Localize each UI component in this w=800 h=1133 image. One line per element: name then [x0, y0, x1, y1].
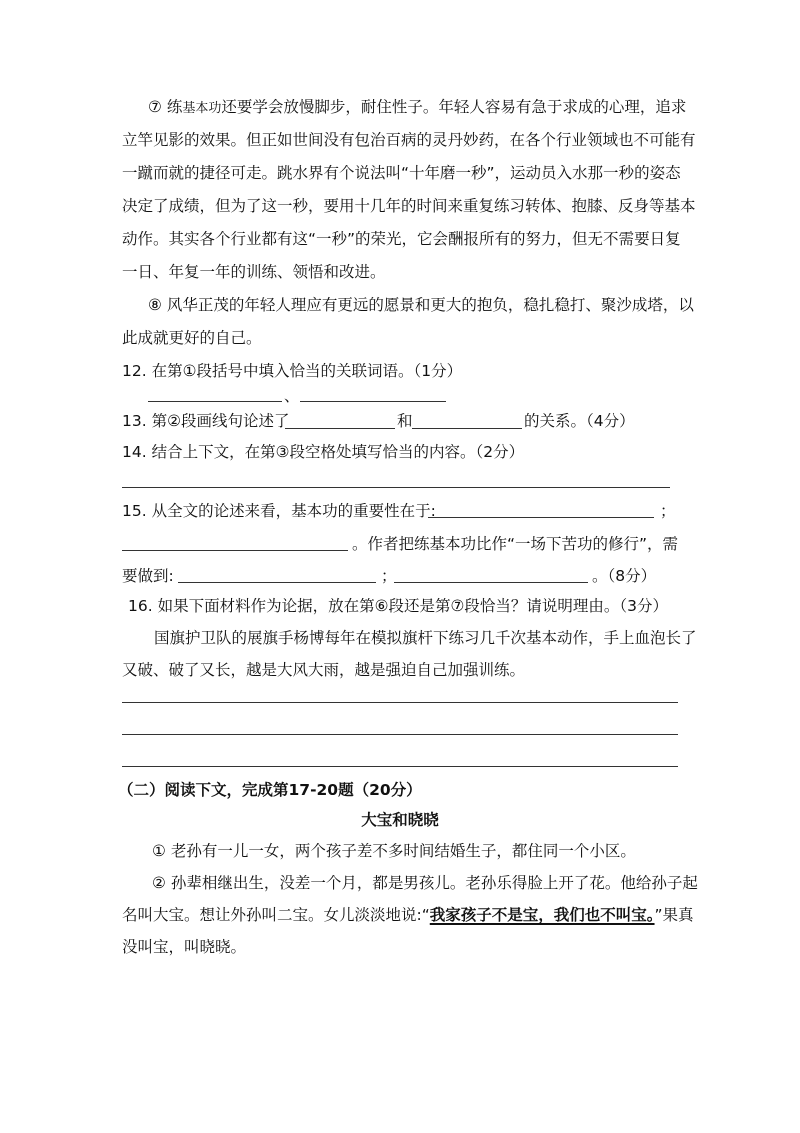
- story-para2-line2-end: ”果真: [654, 906, 694, 924]
- story-para2-line2: [122, 905, 694, 925]
- question-14: 14. 结合上下文，在第③段空格处填写恰当的内容。（2分）: [122, 443, 525, 461]
- question-13-suffix: 的关系。（4分）: [524, 412, 635, 430]
- question-13-prefix: 13. 第②段画线句论述了: [122, 412, 290, 430]
- para7-line3: 一蹴而就的捷径可走。跳水界有个说法叫“十年磨一秒”，运动员入水那一秒的姿态: [122, 164, 681, 182]
- q16-material-line2: 又破、破了又长，越是大风大雨，越是强迫自己加强训练。: [122, 661, 526, 679]
- q16-material-line1: 国旗护卫队的展旗手杨博每年在模拟旗杆下练习几千次基本动作，手上血泡长了: [154, 629, 697, 647]
- para8-line2: 此成就更好的自己。: [122, 329, 262, 347]
- para8-line1: ⑧ 风华正茂的年轻人理应有更远的愿景和更大的抱负，稳扎稳打、聚沙成塔，以: [148, 296, 694, 314]
- question-16: 16. 如果下面材料作为论据，放在第⑥段还是第⑦段恰当？请说明理由。（3分）: [128, 597, 668, 615]
- para7-line2: 立竿见影的效果。但正如世间没有包治百病的灵丹妙药，在各个行业领域也不可能有: [122, 131, 696, 149]
- para7-num: ⑦ 练: [148, 98, 183, 116]
- story-underlined-quote: 我家孩子不是宝，我们也不叫宝。: [429, 906, 655, 924]
- q15-answer-blank-1[interactable]: [428, 517, 654, 518]
- question-15-line3b: ；: [381, 567, 397, 585]
- q13-answer-blank-2[interactable]: [412, 428, 522, 429]
- question-13-mid: 和: [397, 412, 413, 430]
- q16-answer-line-1[interactable]: [122, 702, 678, 703]
- q14-answer-line[interactable]: [122, 487, 670, 488]
- question-12: 12. 在第①段括号中填入恰当的关联词语。（1分）: [122, 362, 463, 380]
- question-15-line1-end: ；: [660, 502, 676, 520]
- story-title: 大宝和晓晓: [361, 811, 439, 829]
- para7-line1: [148, 97, 686, 119]
- question-15-line2: 。作者把练基本功比作“一场下苦功的修行”，需: [352, 535, 679, 553]
- para7-line6: 一日、年复一年的训练、领悟和改进。: [122, 263, 386, 281]
- question-15-line1: 15. 从全文的论述来看，基本功的重要性在于:: [122, 502, 436, 520]
- para7-line5: 动作。其实各个行业都有这“一秒”的荣光，它会酬报所有的努力，但无不需要日复: [122, 230, 681, 248]
- section2-header: （二）阅读下文，完成第17-20题（20分）: [118, 781, 422, 799]
- q15-answer-blank-4[interactable]: [394, 582, 588, 583]
- q12-answer-blank-2[interactable]: [300, 401, 446, 402]
- question-15-line3c: 。（8分）: [592, 567, 657, 585]
- q15-answer-blank-3[interactable]: [178, 582, 376, 583]
- q16-answer-line-3[interactable]: [122, 766, 678, 767]
- story-para2-line3: 没叫宝，叫晓晓。: [122, 938, 247, 956]
- story-para2-line2-start: 名叫大宝。想让外孙叫二宝。女儿淡淡地说:“: [122, 906, 430, 924]
- q12-answer-blank-1[interactable]: [148, 401, 282, 402]
- story-para2-line1: ② 孙辈相继出生，没差一个月，都是男孩儿。老孙乐得脸上开了花。他给孙子起: [152, 874, 698, 892]
- story-para1: ① 老孙有一儿一女，两个孩子差不多时间结婚生子，都住同一个小区。: [152, 842, 636, 860]
- para7-term: 基本功: [182, 101, 222, 116]
- q15-answer-blank-2[interactable]: [122, 550, 348, 551]
- para7-line4: 决定了成绩，但为了这一秒，要用十几年的时间来重复练习转体、抱膝、反身等基本: [122, 197, 696, 215]
- q13-answer-blank-1[interactable]: [285, 428, 395, 429]
- q12-separator: 、: [284, 387, 300, 405]
- para7-line1-rest: 还要学会放慢脚步，耐住性子。年轻人容易有急于求成的心理，追求: [221, 98, 687, 116]
- q16-answer-line-2[interactable]: [122, 734, 678, 735]
- question-15-line3a: 要做到:: [122, 567, 174, 585]
